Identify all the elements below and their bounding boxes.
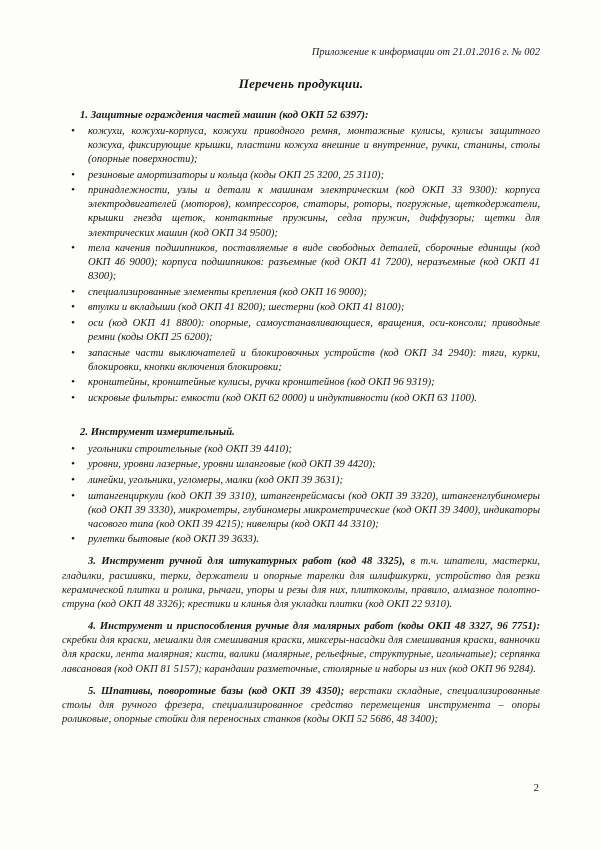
page-number: 2: [533, 782, 539, 794]
list-item: • принадлежности, узлы и детали к машинам электрическим (код ОКП 33 9300): корпуса электродвигателей (моторов), компрессоров, статоры, роторы, погружные, щеткодержатели, крышки гнезда щеток, контактные пружины, седла пружин, диффузоры; щетки для электрических машин (код ОКП 34 9500);: [62, 184, 540, 240]
page-title: Перечень продукции.: [238, 75, 364, 91]
section-paragraph-5-text: верстаки складные, специализированные столы для ручного фрезера, специализированное средство перемещения инструмента – опоры роликовые, опорные стойки для переносных станков (коды ОКП 52 5686, 48 3400);: [62, 685, 540, 726]
list-item: • линейки, угольники, угломеры, малки (код ОКП 39 3631);: [62, 474, 540, 488]
list-item: • запасные части выключателей и блокировочных устройств (код ОКП 34 2940): тяги, курки, блокировки, кнопки включения блокировки;: [62, 347, 540, 375]
section-paragraph-4-lead: 4. Инструмент и приспособления ручные для малярных работ (коды ОКП 48 3327, 96 7751):: [88, 621, 540, 633]
section-paragraph-3-lead: 3. Инструмент ручной для штукатурных работ (код 48 3325),: [88, 556, 406, 568]
list-item: • рулетки бытовые (код ОКП 39 3633).: [62, 533, 540, 547]
list-item: • кожухи, кожухи-корпуса, кожухи приводного ремня, монтажные кулисы, кулисы защитного кожуха, фиксирующие крышки, пластини кожуха внешние и внутренние, ручки, станины, столы (опорные поверхности);: [62, 125, 540, 167]
document-body: [62, 46, 540, 729]
section-paragraph-4-text: скребки для краски, мешалки для смешивания краски, миксеры-насадки для смешивания краски, ванночки для краски, лента малярная; кисти, валики (малярные, рельефные, структурные, игольчатые); серпянка лавсановая (код ОКП 81 5157); карандаши разметочные, столярные и наборы из них (код ОКП 96 9284).: [62, 635, 540, 675]
list-item: • специализированные элементы крепления (код ОКП 16 9000);: [62, 286, 540, 300]
section-paragraph-4: [62, 620, 540, 677]
section-heading-1: 1. Защитные ограждения частей машин (код ОКП 52 6397):: [80, 108, 369, 121]
list-item: • угольники строительные (код ОКП 39 4410);: [62, 443, 540, 457]
section-paragraph-3: [62, 555, 540, 612]
section-list-1: [62, 125, 540, 406]
section-paragraph-3-text: в т.ч. шпатели, мастерки, гладилки, расшивки, терки, держатели и опорные тарелки для шлифшкурки, устройство для резки керамической плитки и ролика, рычаги, упоры и резы для них, плиткоколы, правило, алмазное полотно-струна (код ОКП 48 3326); крестики и клинья для укладки плитки (код ОКП 22 9310).: [62, 556, 540, 610]
section-paragraph-5: [62, 685, 540, 728]
list-item: • кронштейны, кронштейные кулисы, ручки кронштейнов (код ОКП 96 9319);: [62, 376, 540, 390]
list-item: • искровые фильтры: емкости (код ОКП 62 0000) и индуктивности (код ОКП 63 1100).: [62, 392, 540, 406]
list-item: • тела качения подшипников, поставляемые в виде свободных деталей, сборочные единицы (код ОКП 46 9000); корпуса подшипников: разъемные (код ОКП 41 7200), неразъемные (код ОКП 41 8300);: [62, 242, 540, 284]
section-list-2: [62, 443, 540, 548]
list-item: • уровни, уровни лазерные, уровни шланговые (код ОКП 39 4420);: [62, 458, 540, 472]
document-header: Приложение к информации от 21.01.2016 г. № 002: [311, 47, 540, 58]
list-item: • резиновые амортизаторы и кольца (коды ОКП 25 3200, 25 3110);: [62, 169, 540, 183]
list-item: • оси (код ОКП 41 8800): опорные, самоустанавливающиеся, вращения, оси-консоли; приводные ремни (коды ОКП 25 6200);: [62, 317, 540, 345]
list-item: • втулки и вкладыши (код ОКП 41 8200); шестерни (код ОКП 41 8100);: [62, 301, 540, 315]
list-item: • штангенциркули (код ОКП 39 3310), штангенрейсмасы (код ОКП 39 3320), штангенглубиномеры (код ОКП 39 3330), микрометры, глубиномеры микрометрические (код ОКП 39 3400), индикаторы часового типа (код ОКП 39 4215); нивелиры (код ОКП 44 3310);: [62, 490, 540, 532]
section-heading-2: 2. Инструмент измерительный.: [80, 426, 235, 439]
section-paragraph-5-lead: 5. Шпативы, поворотные базы (код ОКП 39 4350);: [88, 685, 345, 697]
spacer: [62, 407, 540, 416]
